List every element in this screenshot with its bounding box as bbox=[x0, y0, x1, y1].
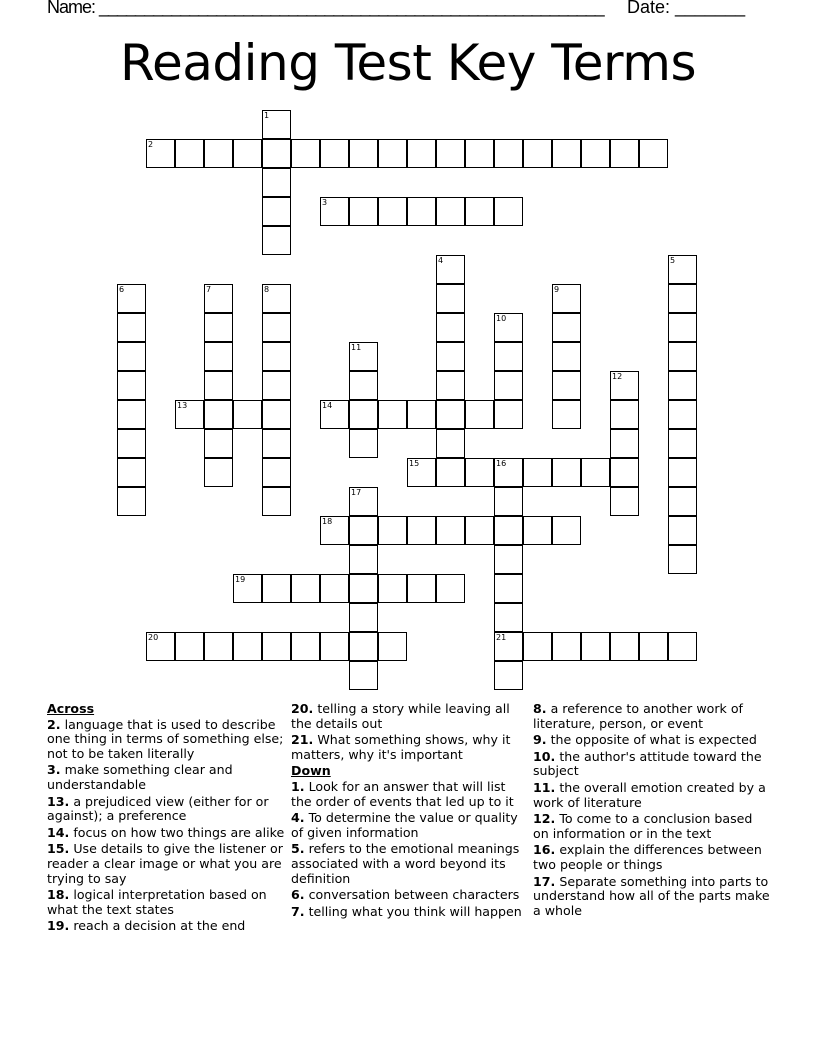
clue-text: To come to a conclusion based on information or in the text bbox=[533, 811, 753, 841]
crossword-cell[interactable] bbox=[465, 516, 494, 545]
crossword-cell[interactable] bbox=[494, 342, 523, 371]
clue-item bbox=[47, 888, 285, 917]
crossword-cell[interactable] bbox=[204, 139, 233, 168]
clue-item bbox=[47, 842, 285, 886]
crossword-cell[interactable] bbox=[465, 400, 494, 429]
crossword-cell[interactable] bbox=[349, 197, 378, 226]
crossword-cell[interactable] bbox=[233, 139, 262, 168]
clue-text: conversation between characters bbox=[308, 887, 520, 903]
clue-number: 15 bbox=[409, 459, 420, 468]
crossword-cell[interactable] bbox=[610, 632, 639, 661]
clues-column-3 bbox=[533, 702, 771, 920]
crossword-cell[interactable] bbox=[233, 632, 262, 661]
clue-number: 9 bbox=[554, 285, 560, 294]
crossword-cell[interactable] bbox=[204, 400, 233, 429]
crossword-cell[interactable] bbox=[581, 139, 610, 168]
clue-text: What something shows, why it matters, why it's important bbox=[291, 732, 511, 762]
clue-text: refers to the emotional meanings associated with a word beyond its definition bbox=[291, 841, 520, 886]
crossword-cell[interactable] bbox=[494, 139, 523, 168]
clue-text: the overall emotion created by a work of literature bbox=[533, 779, 766, 810]
clue-text: Use details to give the listener or reader a clear image or what you are trying to say bbox=[47, 841, 283, 886]
crossword-cell[interactable] bbox=[349, 371, 378, 400]
crossword-cell[interactable] bbox=[610, 371, 639, 400]
crossword-cell[interactable] bbox=[523, 458, 552, 487]
crossword-cell[interactable] bbox=[494, 458, 523, 487]
crossword-cell[interactable] bbox=[523, 516, 552, 545]
crossword-cell[interactable] bbox=[552, 284, 581, 313]
crossword-cell[interactable] bbox=[262, 429, 291, 458]
clue-item bbox=[47, 795, 285, 824]
crossword-cell[interactable] bbox=[117, 313, 146, 342]
crossword-cell[interactable] bbox=[320, 197, 349, 226]
clue-number: 16 bbox=[496, 459, 507, 468]
crossword-cell[interactable] bbox=[465, 458, 494, 487]
clue-item bbox=[533, 843, 771, 872]
clue-number: 14. bbox=[47, 824, 70, 840]
crossword-cell[interactable] bbox=[262, 226, 291, 255]
crossword-cell[interactable] bbox=[262, 342, 291, 371]
crossword-cell[interactable] bbox=[349, 603, 378, 632]
crossword-cell[interactable] bbox=[523, 139, 552, 168]
crossword-cell[interactable] bbox=[378, 632, 407, 661]
clue-number: 14 bbox=[322, 401, 333, 410]
clue-number: 10. bbox=[533, 748, 556, 764]
crossword-cell[interactable] bbox=[117, 458, 146, 487]
crossword-cell[interactable] bbox=[436, 429, 465, 458]
clue-number: 18 bbox=[322, 517, 333, 526]
clue-text: language that is used to describe one thing in terms of something else; not to be taken literally bbox=[47, 716, 284, 761]
clue-number: 7. bbox=[291, 903, 305, 919]
clue-item bbox=[291, 811, 529, 840]
clue-number: 7 bbox=[206, 285, 212, 294]
clue-number: 5 bbox=[670, 256, 676, 265]
page-title: Reading Test Key Terms bbox=[120, 34, 696, 92]
clue-number: 2 bbox=[148, 140, 154, 149]
crossword-cell[interactable] bbox=[378, 400, 407, 429]
crossword-cell[interactable] bbox=[668, 342, 697, 371]
crossword-cell[interactable] bbox=[204, 632, 233, 661]
clue-item bbox=[533, 750, 771, 779]
clue-number: 21 bbox=[496, 633, 507, 642]
down-heading: Down bbox=[291, 763, 331, 779]
clue-text: a prejudiced view (either for or against); a preference bbox=[47, 793, 269, 824]
crossword-cell[interactable] bbox=[349, 574, 378, 603]
crossword-cell[interactable] bbox=[494, 487, 523, 516]
crossword-cell[interactable] bbox=[378, 139, 407, 168]
crossword-cell[interactable] bbox=[494, 313, 523, 342]
crossword-cell[interactable] bbox=[349, 400, 378, 429]
crossword-cell[interactable] bbox=[204, 429, 233, 458]
clue-number: 4 bbox=[438, 256, 444, 265]
clue-number: 10 bbox=[496, 314, 507, 323]
crossword-cell[interactable] bbox=[494, 371, 523, 400]
crossword-cell[interactable] bbox=[494, 632, 523, 661]
crossword-cell[interactable] bbox=[668, 284, 697, 313]
crossword-cell[interactable] bbox=[262, 197, 291, 226]
crossword-cell[interactable] bbox=[233, 574, 262, 603]
clue-item bbox=[47, 919, 285, 934]
crossword-cell[interactable] bbox=[262, 110, 291, 139]
clue-item bbox=[291, 780, 529, 809]
crossword-cell[interactable] bbox=[204, 458, 233, 487]
clue-number: 3. bbox=[47, 762, 61, 778]
crossword-cell[interactable] bbox=[552, 458, 581, 487]
clue-text: a reference to another work of literature, person, or event bbox=[533, 701, 743, 731]
crossword-cell[interactable] bbox=[436, 400, 465, 429]
crossword-cell[interactable] bbox=[523, 632, 552, 661]
clue-item bbox=[533, 733, 771, 748]
crossword-cell[interactable] bbox=[117, 284, 146, 313]
clue-number: 8. bbox=[533, 701, 547, 716]
clue-number: 5. bbox=[291, 841, 305, 857]
crossword-cell[interactable] bbox=[668, 632, 697, 661]
crossword-cell[interactable] bbox=[262, 400, 291, 429]
crossword-cell[interactable] bbox=[552, 516, 581, 545]
crossword-cell[interactable] bbox=[494, 400, 523, 429]
clues-column-2 bbox=[291, 702, 529, 921]
clue-item bbox=[47, 718, 285, 762]
crossword-cell[interactable] bbox=[552, 313, 581, 342]
clue-item bbox=[291, 842, 529, 886]
crossword-cell[interactable] bbox=[552, 139, 581, 168]
crossword-cell[interactable] bbox=[552, 400, 581, 429]
crossword-cell[interactable] bbox=[465, 139, 494, 168]
clue-item bbox=[291, 888, 529, 903]
clue-text: logical interpretation based on what the text states bbox=[47, 887, 267, 917]
crossword-cell[interactable] bbox=[407, 516, 436, 545]
crossword-cell[interactable] bbox=[291, 574, 320, 603]
crossword-cell[interactable] bbox=[610, 400, 639, 429]
clue-number: 13. bbox=[47, 793, 70, 809]
clue-number: 8 bbox=[264, 285, 270, 294]
clue-number: 18. bbox=[47, 887, 70, 903]
crossword-cell[interactable] bbox=[436, 197, 465, 226]
clue-number: 15. bbox=[47, 841, 70, 857]
clue-item bbox=[291, 905, 529, 920]
crossword-cell[interactable] bbox=[436, 139, 465, 168]
crossword-cell[interactable] bbox=[436, 342, 465, 371]
clue-text: focus on how two things are alike bbox=[73, 824, 285, 840]
clue-text: reach a decision at the end bbox=[73, 918, 246, 934]
clue-number: 19. bbox=[47, 918, 70, 934]
crossword-cell[interactable] bbox=[204, 371, 233, 400]
clue-text: To determine the value or quality of given information bbox=[291, 810, 518, 840]
crossword-cell[interactable] bbox=[668, 458, 697, 487]
crossword-cell[interactable] bbox=[494, 516, 523, 545]
clue-item bbox=[291, 702, 529, 731]
crossword-cell[interactable] bbox=[639, 632, 668, 661]
crossword-cell[interactable] bbox=[552, 342, 581, 371]
clue-number: 1. bbox=[291, 778, 305, 794]
crossword-cell[interactable] bbox=[117, 400, 146, 429]
crossword-cell[interactable] bbox=[407, 458, 436, 487]
crossword-cell[interactable] bbox=[465, 197, 494, 226]
crossword-cell[interactable] bbox=[436, 574, 465, 603]
clue-number: 21. bbox=[291, 732, 314, 748]
crossword-cell[interactable] bbox=[233, 400, 262, 429]
crossword-cell[interactable] bbox=[407, 197, 436, 226]
crossword-cell[interactable] bbox=[320, 139, 349, 168]
crossword-cell[interactable] bbox=[262, 632, 291, 661]
clue-number: 12 bbox=[612, 372, 623, 381]
crossword-cell[interactable] bbox=[610, 487, 639, 516]
crossword-cell[interactable] bbox=[668, 545, 697, 574]
crossword-cell[interactable] bbox=[117, 429, 146, 458]
crossword-cell[interactable] bbox=[117, 342, 146, 371]
clue-text: make something clear and understandable bbox=[47, 762, 233, 792]
crossword-cell[interactable] bbox=[320, 574, 349, 603]
crossword-cell[interactable] bbox=[349, 429, 378, 458]
clue-number: 6 bbox=[119, 285, 125, 294]
clue-item bbox=[291, 733, 529, 762]
clue-item bbox=[47, 763, 285, 792]
crossword-cell[interactable] bbox=[146, 632, 175, 661]
crossword-cell[interactable] bbox=[407, 400, 436, 429]
crossword-cell[interactable] bbox=[117, 487, 146, 516]
clue-item bbox=[47, 826, 285, 841]
crossword-cell[interactable] bbox=[581, 632, 610, 661]
clue-item bbox=[533, 812, 771, 841]
crossword-cell[interactable] bbox=[436, 458, 465, 487]
crossword-cell[interactable] bbox=[262, 458, 291, 487]
crossword-cell[interactable] bbox=[668, 429, 697, 458]
clue-number: 13 bbox=[177, 401, 188, 410]
crossword-cell[interactable] bbox=[668, 516, 697, 545]
clue-number: 17 bbox=[351, 488, 362, 497]
crossword-cell[interactable] bbox=[436, 284, 465, 313]
crossword-cell[interactable] bbox=[668, 371, 697, 400]
across-heading: Across bbox=[47, 701, 95, 716]
crossword-cell[interactable] bbox=[436, 516, 465, 545]
crossword-cell[interactable] bbox=[349, 487, 378, 516]
crossword-cell[interactable] bbox=[610, 139, 639, 168]
crossword-cell[interactable] bbox=[175, 139, 204, 168]
crossword-cell[interactable] bbox=[494, 574, 523, 603]
clue-text: Look for an answer that will list the order of events that led up to it bbox=[291, 778, 514, 809]
crossword-cell[interactable] bbox=[320, 516, 349, 545]
clue-number: 12. bbox=[533, 811, 556, 827]
crossword-cell[interactable] bbox=[262, 139, 291, 168]
date-field-label: Date: _______ bbox=[627, 0, 746, 17]
crossword-cell[interactable] bbox=[552, 371, 581, 400]
clue-text: the opposite of what is expected bbox=[550, 732, 757, 748]
clue-number: 20. bbox=[291, 701, 314, 716]
crossword-cell[interactable] bbox=[349, 545, 378, 574]
clues-column-1 bbox=[47, 702, 285, 936]
crossword-cell[interactable] bbox=[378, 574, 407, 603]
crossword-cell[interactable] bbox=[378, 197, 407, 226]
crossword-cell[interactable] bbox=[436, 313, 465, 342]
crossword-cell[interactable] bbox=[494, 545, 523, 574]
crossword-cell[interactable] bbox=[349, 516, 378, 545]
crossword-cell[interactable] bbox=[262, 574, 291, 603]
crossword-cell[interactable] bbox=[204, 313, 233, 342]
clue-item bbox=[533, 875, 771, 919]
clue-text: telling what you think will happen bbox=[308, 903, 522, 919]
crossword-cell[interactable] bbox=[581, 458, 610, 487]
crossword-cell[interactable] bbox=[262, 168, 291, 197]
crossword-cell[interactable] bbox=[175, 400, 204, 429]
crossword-cell[interactable] bbox=[407, 139, 436, 168]
clue-number: 16. bbox=[533, 842, 556, 858]
crossword-cell[interactable] bbox=[262, 487, 291, 516]
crossword-cell[interactable] bbox=[378, 516, 407, 545]
crossword-cell[interactable] bbox=[146, 139, 175, 168]
clue-number: 11. bbox=[533, 779, 556, 795]
clue-number: 11 bbox=[351, 343, 362, 352]
crossword-cell[interactable] bbox=[291, 632, 320, 661]
clue-number: 17. bbox=[533, 873, 556, 889]
crossword-cell[interactable] bbox=[204, 284, 233, 313]
clue-text: explain the differences between two people or things bbox=[533, 842, 762, 872]
crossword-cell[interactable] bbox=[639, 139, 668, 168]
name-field-label: Name: ________________________________________________________ bbox=[47, 0, 604, 17]
crossword-cell[interactable] bbox=[262, 313, 291, 342]
crossword-cell[interactable] bbox=[494, 197, 523, 226]
clue-text: Separate something into parts to understand how all of the parts make a whole bbox=[533, 873, 770, 918]
crossword-cell[interactable] bbox=[349, 632, 378, 661]
clue-number: 4. bbox=[291, 810, 305, 826]
clue-number: 6. bbox=[291, 887, 305, 903]
clue-text: the author's attitude toward the subject bbox=[533, 748, 762, 779]
crossword-cell[interactable] bbox=[668, 400, 697, 429]
clue-item bbox=[533, 781, 771, 810]
crossword-cell[interactable] bbox=[610, 429, 639, 458]
crossword-cell[interactable] bbox=[291, 139, 320, 168]
clue-number: 19 bbox=[235, 575, 246, 584]
crossword-cell[interactable] bbox=[494, 603, 523, 632]
crossword-cell[interactable] bbox=[262, 371, 291, 400]
crossword-cell[interactable] bbox=[552, 632, 581, 661]
crossword-cell[interactable] bbox=[204, 342, 233, 371]
crossword-cell[interactable] bbox=[262, 284, 291, 313]
crossword-cell[interactable] bbox=[175, 632, 204, 661]
crossword-cell[interactable] bbox=[349, 342, 378, 371]
clue-number: 9. bbox=[533, 732, 547, 748]
crossword-cell[interactable] bbox=[436, 255, 465, 284]
crossword-cell[interactable] bbox=[349, 139, 378, 168]
crossword-cell[interactable] bbox=[494, 661, 523, 690]
crossword-cell[interactable] bbox=[349, 661, 378, 690]
clue-text: telling a story while leaving all the details out bbox=[291, 701, 510, 731]
crossword-cell[interactable] bbox=[610, 458, 639, 487]
crossword-cell[interactable] bbox=[117, 371, 146, 400]
crossword-cell[interactable] bbox=[668, 313, 697, 342]
clue-number: 2. bbox=[47, 716, 61, 732]
crossword-cell[interactable] bbox=[436, 371, 465, 400]
clue-item bbox=[533, 702, 771, 731]
crossword-cell[interactable] bbox=[320, 400, 349, 429]
crossword-cell[interactable] bbox=[668, 487, 697, 516]
crossword-cell[interactable] bbox=[668, 255, 697, 284]
crossword-cell[interactable] bbox=[320, 632, 349, 661]
clue-number: 1 bbox=[264, 111, 270, 120]
clue-number: 20 bbox=[148, 633, 159, 642]
clue-number: 3 bbox=[322, 198, 328, 207]
crossword-cell[interactable] bbox=[407, 574, 436, 603]
